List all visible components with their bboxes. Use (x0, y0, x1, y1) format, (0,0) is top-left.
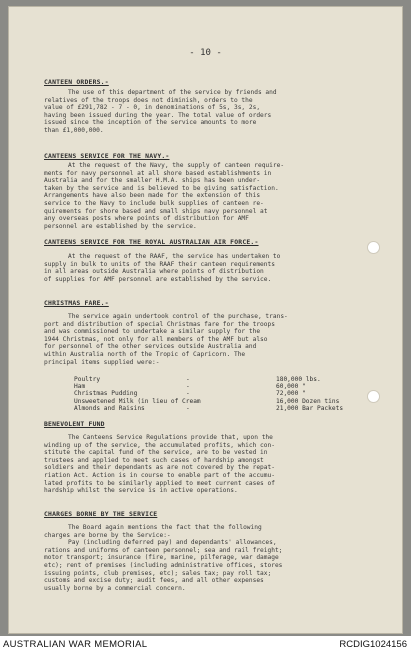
text-line: service to the Navy to include bulk supplies of canteen re- (44, 199, 264, 207)
item-name: Almonds and Raisins (74, 404, 145, 412)
text-line: motor transport; insurance (fire, marine, pilferage, war damage (44, 554, 279, 562)
text-line: winding up of the service, the accumulated profits, which con- (44, 441, 275, 449)
section-body-raaf (44, 253, 366, 283)
list-item (74, 376, 366, 383)
item-quantity: 21,000 Bar Packets (276, 404, 344, 412)
text-line: hardship whilst the service is in active operations. (44, 487, 238, 495)
text-line: charges are borne by the Service:- (44, 531, 171, 539)
text-line: lated profits to be similarly applied to meet current cases of (44, 479, 275, 487)
item-name: Christmas Pudding (74, 390, 138, 398)
text-line: stitute the capital fund of the service, are to be vested in (44, 449, 268, 457)
section-heading-raaf: CANTEENS SERVICE FOR THE ROYAL AUSTRALIAN AIR FORCE.- (44, 238, 259, 246)
text-line: At the request of the RAAF, the service has undertaken to (68, 253, 281, 260)
section-body-christmas-fare (44, 313, 366, 366)
item-quantity: 60,000 " (276, 383, 306, 391)
text-line: Pay (including deferred pay) and dependants' allowances, (68, 539, 277, 547)
text-line: The use of this department of the service by friends and (68, 89, 277, 96)
footer-source: AUSTRALIAN WAR MEMORIAL (3, 639, 148, 650)
item-name: Ham (74, 383, 86, 391)
footer-record-id: RCDIG1024156 (339, 639, 407, 650)
text-line: Arrangements have also been made for the extension of this (44, 192, 261, 200)
section-heading-navy: CANTEENS SERVICE FOR THE NAVY.- (44, 152, 170, 160)
christmas-items-list (74, 376, 366, 412)
text-line: 1944 Christmas, not only for all members of the AMF but also (44, 335, 268, 343)
punch-hole-upper (368, 242, 379, 253)
text-line: At the request of the Navy, the supply of canteen require- (68, 162, 285, 169)
text-line: usually borne by a commercial concern. (44, 584, 186, 592)
text-line: issuing points, club premises, etc); sales tax; pay roll tax; (44, 569, 272, 577)
text-line: port and distribution of special Christmas fare for the troops (44, 320, 275, 328)
item-quantity: 72,000 " (276, 390, 306, 398)
list-item (74, 390, 366, 397)
item-quantity: 16,000 Dozen tins (276, 397, 340, 405)
item-dash: - (186, 404, 190, 412)
punch-hole-lower (368, 391, 379, 402)
text-line: having been issued during the year. The total value of orders (44, 111, 272, 119)
list-item (74, 405, 366, 412)
text-line: quirements for shore based and small ships navy personnel at (44, 207, 268, 215)
section-body-navy (44, 162, 366, 230)
text-line: for personnel of the other services outside Australia and (44, 343, 257, 351)
item-name: Poultry (74, 376, 101, 383)
text-line: of supplies for AMF personnel are established by the service. (44, 275, 272, 283)
section-heading-benevolent-fund: BENEVOLENT FUND (44, 420, 105, 428)
text-line: relatives of the troops does not diminish, orders to the (44, 96, 253, 104)
text-line: riation Act. Action is in course to enable part of the accumu- (44, 471, 275, 479)
list-item (74, 383, 366, 390)
section-body-benevolent-fund (44, 434, 366, 495)
text-line: trustees and applied to meet such cases of hardship amongst (44, 456, 264, 464)
text-line: and was commissioned to undertake a similar supply for the (44, 328, 261, 336)
text-line: than £1,000,000. (44, 126, 104, 134)
document-page (8, 6, 403, 634)
text-line: customs and excise duty; audit fees, and all other expenses (44, 577, 264, 585)
item-quantity: 180,000 lbs. (276, 376, 321, 383)
archive-footer (0, 636, 411, 654)
section-heading-charges: CHARGES BORNE BY THE SERVICE (44, 510, 158, 518)
text-line: value of £291,782 - 7 - 0, in denominations of 5s, 3s, 2s, (44, 104, 261, 112)
text-line: Australia and for the smaller H.M.A. ships has been under- (44, 177, 261, 185)
text-line: any overseas posts where points of distribution for AMF (44, 215, 249, 223)
item-dash: - (186, 376, 190, 383)
text-line: rations and uniforms of canteen personnel; sea and rail freight; (44, 546, 283, 554)
text-line: The service again undertook control of the purchase, trans- (68, 313, 288, 320)
section-body-canteen-orders (44, 89, 366, 135)
text-line: ments for navy personnel at all shore based establishments in (44, 169, 272, 177)
page-number: - 10 - (189, 48, 222, 58)
text-line: personnel are established by the service. (44, 222, 197, 230)
text-line: issued since the inception of the service amounts to more (44, 119, 257, 127)
text-line: soldiers and their dependants as are not covered by the repat- (44, 464, 275, 472)
text-line: taken by the service and is believed to be giving satisfaction. (44, 184, 279, 192)
section-heading-christmas-fare: CHRISTMAS FARE.- (44, 299, 109, 307)
item-dash: - (186, 383, 190, 391)
item-dash: - (186, 390, 190, 398)
text-line: The Canteens Service Regulations provide that, upon the (68, 434, 273, 441)
list-item (74, 398, 366, 405)
text-line: etc); rent of premises (including administrative offices, stores (44, 561, 283, 569)
item-name: Unsweetened Milk (in lieu of Cream (74, 397, 201, 405)
section-body-charges (44, 524, 366, 592)
text-line: supply in bulk to units of the RAAF their canteen requirements (44, 260, 275, 268)
text-line: within Australia north of the Tropic of Capricorn. The (44, 350, 246, 358)
section-heading-canteen-orders: CANTEEN ORDERS.- (44, 78, 109, 86)
text-line: The Board again mentions the fact that the following (68, 524, 262, 531)
text-line: principal items supplied were:- (44, 358, 160, 366)
text-line: in all areas outside Australia where points of distribution (44, 268, 264, 276)
